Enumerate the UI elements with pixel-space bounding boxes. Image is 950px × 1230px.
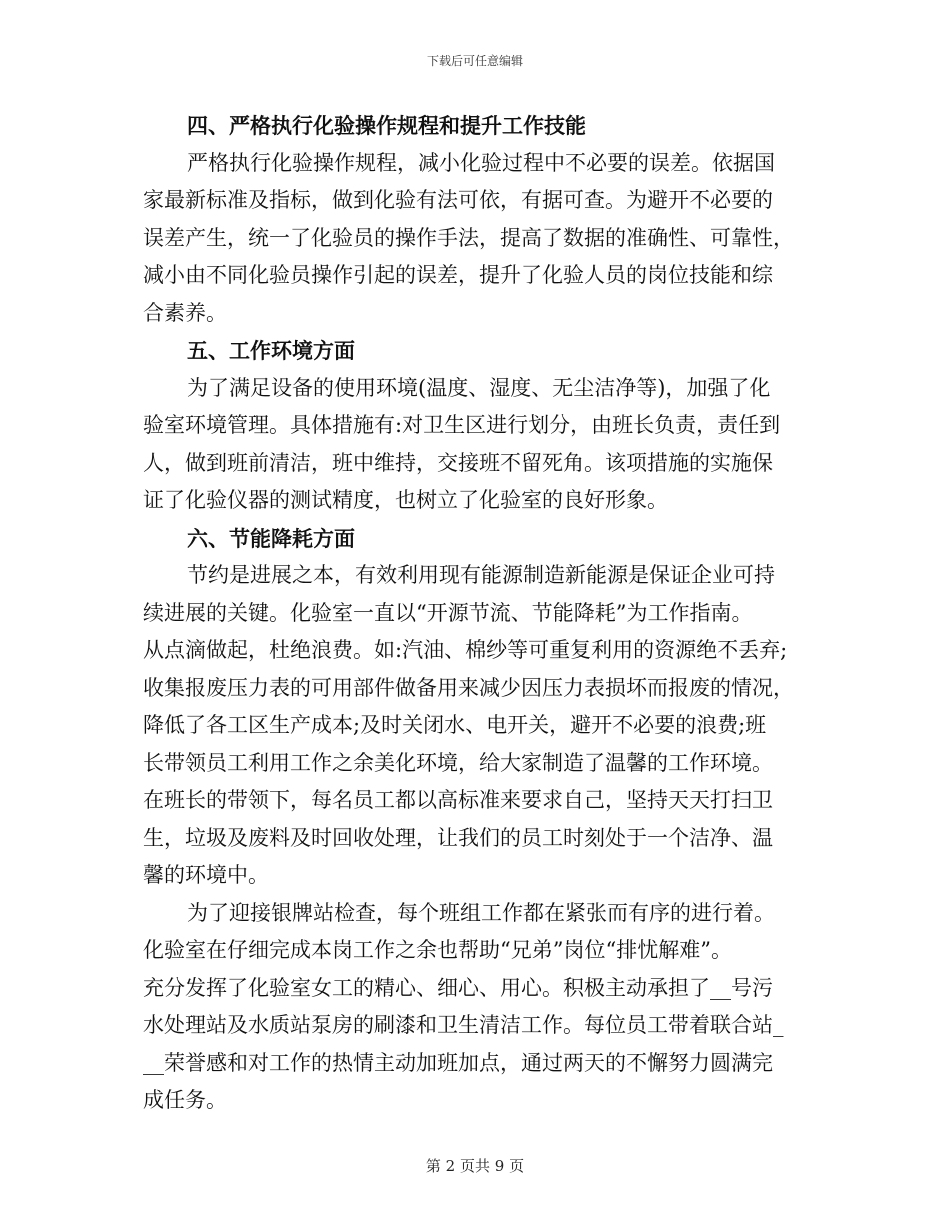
page-footer: 第 2 页共 9 页	[425, 1157, 525, 1175]
paragraph-line: 长带领员工利用工作之余美化环境，给大家制造了温馨的工作环境。	[143, 750, 773, 775]
paragraph-line: 人，做到班前清洁，班中维持，交接班不留死角。该项措施的实施保	[143, 450, 773, 475]
document-body	[143, 107, 809, 1120]
paragraph-line: 为了满足设备的使用环境(温度、湿度、无尘洁净等)，加强了化	[187, 375, 771, 400]
paragraph-line: 水处理站及水质站泵房的刷漆和卫生清洁工作。每位员工带着联合站_	[143, 1013, 784, 1037]
paragraph-line: 化验室在仔细完成本岗工作之余也帮助“兄弟”岗位“排忧解难”。	[143, 938, 732, 962]
section-heading: 六、节能降耗方面	[187, 525, 355, 551]
paragraph-line: 收集报废压力表的可用部件做备用来减少因压力表损坏而报废的情况，	[143, 675, 794, 700]
paragraph-line: 馨的环境中。	[143, 863, 269, 887]
paragraph-line: 证了化验仪器的测试精度，也树立了化验室的良好形象。	[143, 488, 668, 512]
paragraph-line: 从点滴做起，杜绝浪费。如:汽油、棉纱等可重复利用的资源绝不丢弃;	[143, 638, 788, 662]
paragraph-line: __荣誉感和对工作的热情主动加班加点，通过两天的不懈努力圆满完	[143, 1050, 773, 1075]
paragraph-line: 误差产生，统一了化验员的操作手法，提高了数据的准确性、可靠性，	[143, 225, 794, 250]
paragraph-line: 验室环境管理。具体措施有:对卫生区进行划分，由班长负责，责任到	[143, 413, 781, 437]
paragraph-line: 充分发挥了化验室女工的精心、细心、用心。积极主动承担了__号污	[143, 975, 773, 1000]
paragraph-line: 在班长的带领下，每名员工都以高标准来要求自己，坚持天天打扫卫	[143, 788, 773, 812]
paragraph-line: 节约是进展之本，有效利用现有能源制造新能源是保证企业可持	[187, 563, 775, 587]
paragraph-line: 减小由不同化验员操作引起的误差，提升了化验人员的岗位技能和综	[143, 263, 773, 287]
paragraph-line: 为了迎接银牌站检查，每个班组工作都在紧张而有序的进行着。	[187, 900, 775, 925]
paragraph-line: 严格执行化验操作规程，减小化验过程中不必要的误差。依据国	[187, 150, 775, 175]
section-heading: 四、严格执行化验操作规程和提升工作技能	[187, 113, 586, 138]
section-heading: 五、工作环境方面	[187, 338, 355, 363]
page-header: 下载后可任意编辑	[426, 54, 523, 68]
paragraph-line: 合素养。	[143, 300, 227, 325]
paragraph-line: 家最新标准及指标，做到化验有法可依，有据可查。为避开不必要的	[143, 188, 773, 212]
paragraph-line: 续进展的关键。化验室一直以“开源节流、节能降耗”为工作指南。	[143, 600, 753, 625]
paragraph-line: 降低了各工区生产成本;及时关闭水、电开关，避开不必要的浪费;班	[143, 713, 767, 737]
paragraph-line: 生，垃圾及废料及时回收处理，让我们的员工时刻处于一个洁净、温	[143, 825, 773, 850]
paragraph-line: 成任务。	[143, 1088, 227, 1112]
